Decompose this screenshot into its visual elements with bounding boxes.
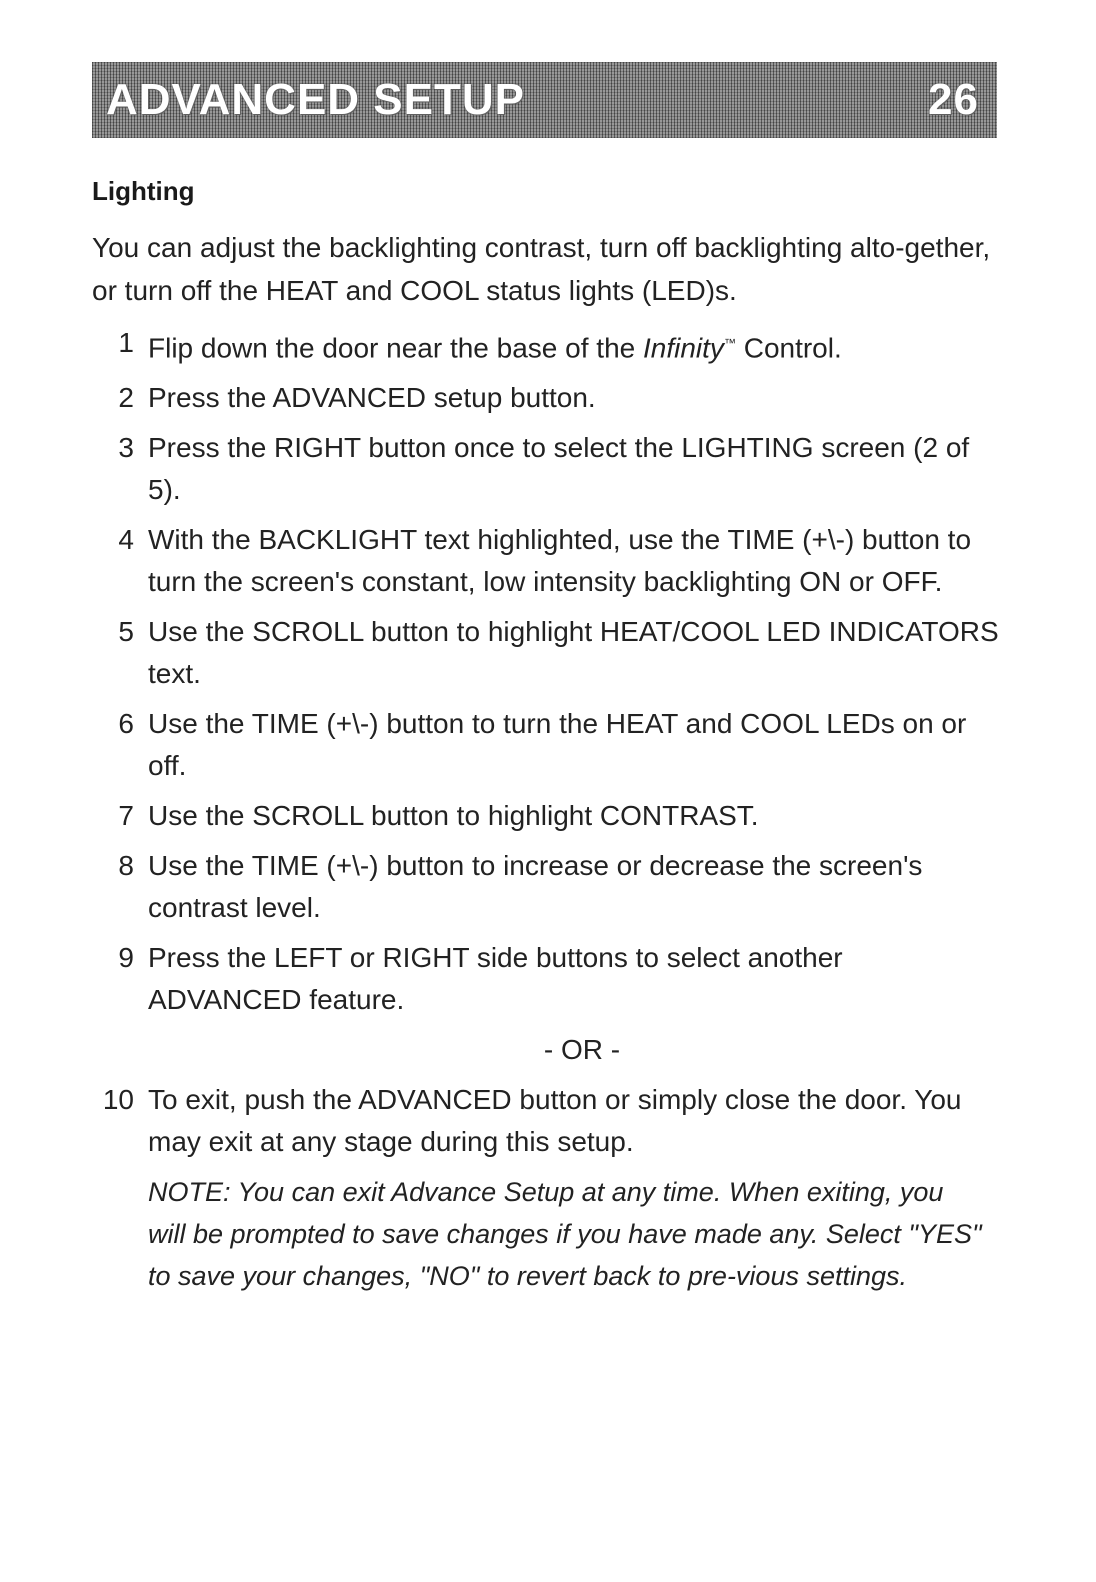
note-paragraph: NOTE: You can exit Advance Setup at any time. When exiting, you will be prompted to save changes if you have made any. Select "YES" to save your changes, "NO" to revert back to pre-vious settings. (148, 1177, 982, 1292)
step-item (92, 795, 1002, 837)
brand-name: Infinity (643, 332, 724, 364)
step-text-part: Flip down the door near the base of the (148, 332, 643, 364)
step-item (92, 1079, 1002, 1163)
step-number: 2 (118, 382, 134, 414)
step-text: Press the ADVANCED setup button. (148, 382, 596, 414)
or-divider: - OR - (543, 1034, 621, 1066)
step-item (92, 845, 1002, 929)
step-text: Use the TIME (+\-) button to increase or decrease the screen's contrast level. (148, 850, 923, 924)
step-item (92, 377, 1002, 419)
step-text: Press the RIGHT button once to select the LIGHTING screen (2 of 5). (148, 432, 970, 506)
trademark-symbol: ™ (723, 336, 736, 350)
intro-paragraph: You can adjust the backlighting contrast, turn off backlighting alto-gether, or turn off the HEAT and COOL status lights (LED)s. (92, 232, 991, 306)
page-number: 26 (928, 75, 979, 124)
step-text-part: Control. (735, 332, 842, 364)
step-item (92, 322, 1002, 369)
step-text: Use the SCROLL button to highlight CONTRAST. (148, 800, 759, 832)
step-number: 4 (118, 524, 134, 556)
step-item (92, 519, 1002, 603)
step-text: Use the TIME (+\-) button to turn the HEAT and COOL LEDs on or off. (148, 708, 967, 782)
page-title: ADVANCED SETUP (106, 75, 526, 124)
page-header-bar (92, 62, 997, 138)
steps-list (92, 322, 1002, 1297)
step-number: 8 (118, 850, 134, 882)
step-item (92, 611, 1002, 695)
step-item (92, 937, 1002, 1021)
step-number: 9 (118, 942, 134, 974)
step-number: 10 (102, 1084, 134, 1116)
step-text: With the BACKLIGHT text highlighted, use the TIME (+\-) button to turn the screen's constant, low intensity backlighting ON or OFF. (148, 524, 972, 598)
step-text: Press the LEFT or RIGHT side buttons to select another ADVANCED feature. (148, 942, 843, 1016)
step-text (148, 322, 1002, 369)
step-number: 5 (118, 616, 134, 648)
step-item (92, 703, 1002, 787)
step-number: 3 (118, 432, 134, 464)
section-heading: Lighting (92, 176, 195, 206)
step-text: Use the SCROLL button to highlight HEAT/COOL LED INDICATORS text. (148, 616, 999, 690)
step-number: 7 (118, 800, 134, 832)
step-number: 1 (118, 327, 134, 358)
step-item (92, 427, 1002, 511)
step-number: 6 (118, 708, 134, 740)
step-text: To exit, push the ADVANCED button or simply close the door. You may exit at any stage during this setup. (148, 1084, 962, 1158)
